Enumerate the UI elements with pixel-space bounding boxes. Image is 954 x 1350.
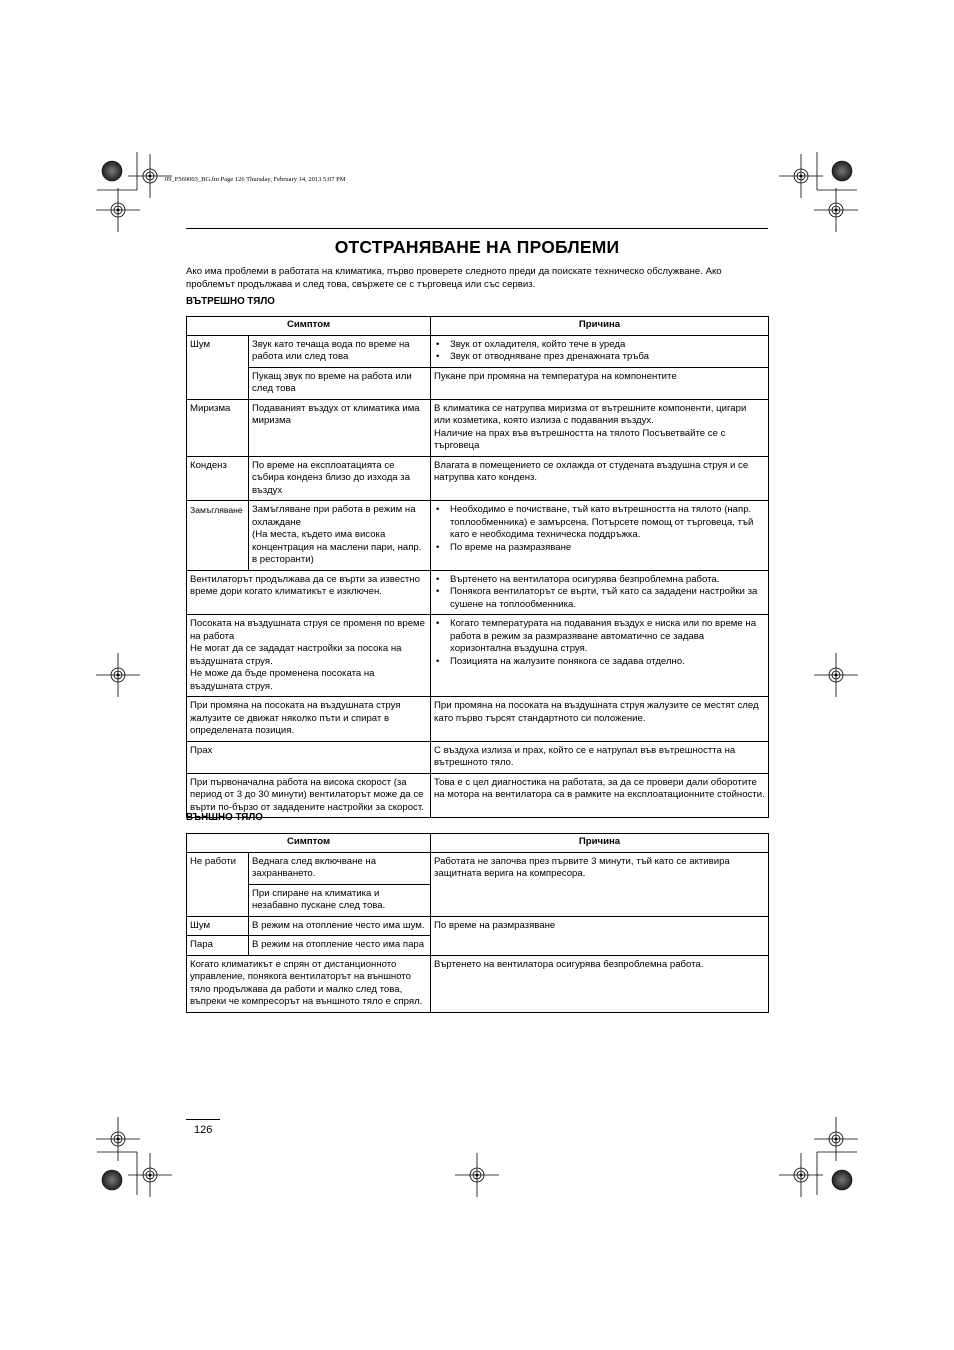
- cause-bullet: • Въртенето на вентилатора осигурява безпроблемна работа.: [434, 574, 765, 587]
- table-row: [187, 335, 769, 367]
- table-row: [187, 456, 769, 501]
- col-symptom: Симптом: [187, 834, 431, 853]
- table-row: [187, 367, 769, 399]
- title-rule: [186, 228, 768, 229]
- table-row: [187, 399, 769, 456]
- row-label: Шум: [187, 335, 249, 399]
- row-label: Шум: [187, 916, 249, 936]
- symptom-cell: В режим на отопление често има шум.: [249, 916, 431, 936]
- table-row: [187, 852, 769, 884]
- symptom-cell: Вентилаторът продължава да се върти за известно време дори когато климатикът е изключен.: [187, 570, 431, 615]
- cause-cell: [431, 570, 769, 615]
- indoor-table: [186, 316, 769, 818]
- row-label: Пара: [187, 936, 249, 956]
- outdoor-heading: ВЪНШНО ТЯЛО: [186, 812, 263, 823]
- indoor-heading: ВЪТРЕШНО ТЯЛО: [186, 296, 275, 307]
- cause-cell: Пукане при промяна на температура на компонентите: [431, 367, 769, 399]
- table-row: [187, 955, 769, 1012]
- cause-cell: С въздуха излиза и прах, който се е натрупал във вътрешността на вътрешното тяло.: [431, 741, 769, 773]
- cause-cell: При промяна на посоката на въздушната струя жалузите се местят след като първо търсят стандартното си положение.: [431, 697, 769, 742]
- symptom-cell: Прах: [187, 741, 431, 773]
- symptom-cell: Веднага след включване на захранването.: [249, 852, 431, 884]
- cause-bullet: • Когато температурата на подавания въздух е ниска или по време на работа в режим за размразяване автоматично се задава хоризонтална въздушна струя.: [434, 618, 765, 656]
- symptom-cell: Посоката на въздушната струя се променя по време на работа Не могат да се зададат настройки за посока на въздушната струя. Не може да бъде променена посоката на въздушната струя.: [187, 615, 431, 697]
- page-number-rule: [186, 1119, 220, 1120]
- table-row: [187, 501, 769, 571]
- page-title: ОТСТРАНЯВАНЕ НА ПРОБЛЕМИ: [334, 237, 620, 257]
- row-label: Миризма: [187, 399, 249, 456]
- symptom-cell: Пукащ звук по време на работа или след това: [249, 367, 431, 399]
- print-header: 09_F569003_BG.fm Page 126 Thursday, February 14, 2013 5:07 PM: [165, 176, 346, 183]
- symptom-cell: При промяна на посоката на въздушната струя жалузите се движат няколко пъти и спират в определената позиция.: [187, 697, 431, 742]
- intro-paragraph: Ако има проблеми в работата на климатика, първо проверете следното преди да поискате техническо обслужване. Ако проблемът продължава и след това, свържете се с търговеца или със сервиз.: [186, 266, 722, 290]
- cause-cell: Работата не започва през първите 3 минути, тъй като се активира защитната верига на компресора.: [431, 852, 769, 916]
- cause-bullet: • Звук от отводняване през дренажната тръба: [434, 351, 765, 364]
- symptom-cell: Подаваният въздух от климатика има миризма: [249, 399, 431, 456]
- table-row: [187, 916, 769, 936]
- outdoor-table: [186, 833, 769, 1013]
- table-row: [187, 773, 769, 818]
- cause-cell: По време на размразяване: [431, 916, 769, 955]
- table-row: [187, 697, 769, 742]
- cause-bullet: • По време на размразяване: [434, 542, 765, 555]
- table-row: [187, 615, 769, 697]
- row-label: Не работи: [187, 852, 249, 916]
- symptom-cell: В режим на отопление често има пара: [249, 936, 431, 956]
- cause-bullet: • Позицията на жалузите понякога се задава отделно.: [434, 656, 765, 669]
- table-row: [187, 570, 769, 615]
- cause-bullet: • Звук от охладителя, който тече в уреда: [434, 339, 765, 352]
- row-label: Замъгляване: [187, 501, 249, 571]
- table-header-row: [187, 834, 769, 853]
- col-cause: Причина: [431, 834, 769, 853]
- page-number: 126: [194, 1124, 213, 1136]
- symptom-cell: При първоначална работа на висока скорост (за период от 3 до 30 минути) вентилаторът може да се върти по-бързо от зададените настройки за скорост.: [187, 773, 431, 818]
- col-symptom: Симптом: [187, 317, 431, 336]
- row-label: Конденз: [187, 456, 249, 501]
- col-cause: Причина: [431, 317, 769, 336]
- symptom-cell: Когато климатикът е спрян от дистанционното управление, понякога вентилаторът на външното тяло продължава да работи и малко след това, въпреки че компресорът на външното тяло е спрял.: [187, 955, 431, 1012]
- symptom-cell: Замъгляване при работа в режим на охлаждане (На места, където има висока концентрация на маслени пари, напр. в ресторанти): [249, 501, 431, 571]
- cause-cell: В климатика се натрупва миризма от вътрешните компоненти, цигари или козметика, която излиза с подавания въздух. Наличие на прах във вътрешността на тялото Посъветвайте се с търговеца: [431, 399, 769, 456]
- table-row: [187, 741, 769, 773]
- cause-bullet: • Необходимо е почистване, тъй като вътрешността на тялото (напр. топлообменника) е замърсена. Потърсете помощ от търговеца, тъй като е необходима техническа поддръжка.: [434, 504, 765, 542]
- symptom-cell: При спиране на климатика и незабавно пускане след това.: [249, 884, 431, 916]
- symptom-cell: По време на експлоатацията се събира конденз близо до изхода за въздух: [249, 456, 431, 501]
- symptom-cell: Звук като течаща вода по време на работа или след това: [249, 335, 431, 367]
- cause-cell: [431, 615, 769, 697]
- cause-cell: Влагата в помещението се охлажда от студената въздушна струя и се натрупва като конденз.: [431, 456, 769, 501]
- cause-cell: [431, 501, 769, 571]
- cause-cell: [431, 335, 769, 367]
- cause-cell: Въртенето на вентилатора осигурява безпроблемна работа.: [431, 955, 769, 1012]
- cause-bullet: • Понякога вентилаторът се върти, тъй като са зададени настройки за сушене на топлообменника.: [434, 586, 765, 611]
- cause-cell: Това е с цел диагностика на работата, за да се провери дали оборотите на мотора на вентилатора са в рамките на експлоатационните стойности.: [431, 773, 769, 818]
- table-header-row: [187, 317, 769, 336]
